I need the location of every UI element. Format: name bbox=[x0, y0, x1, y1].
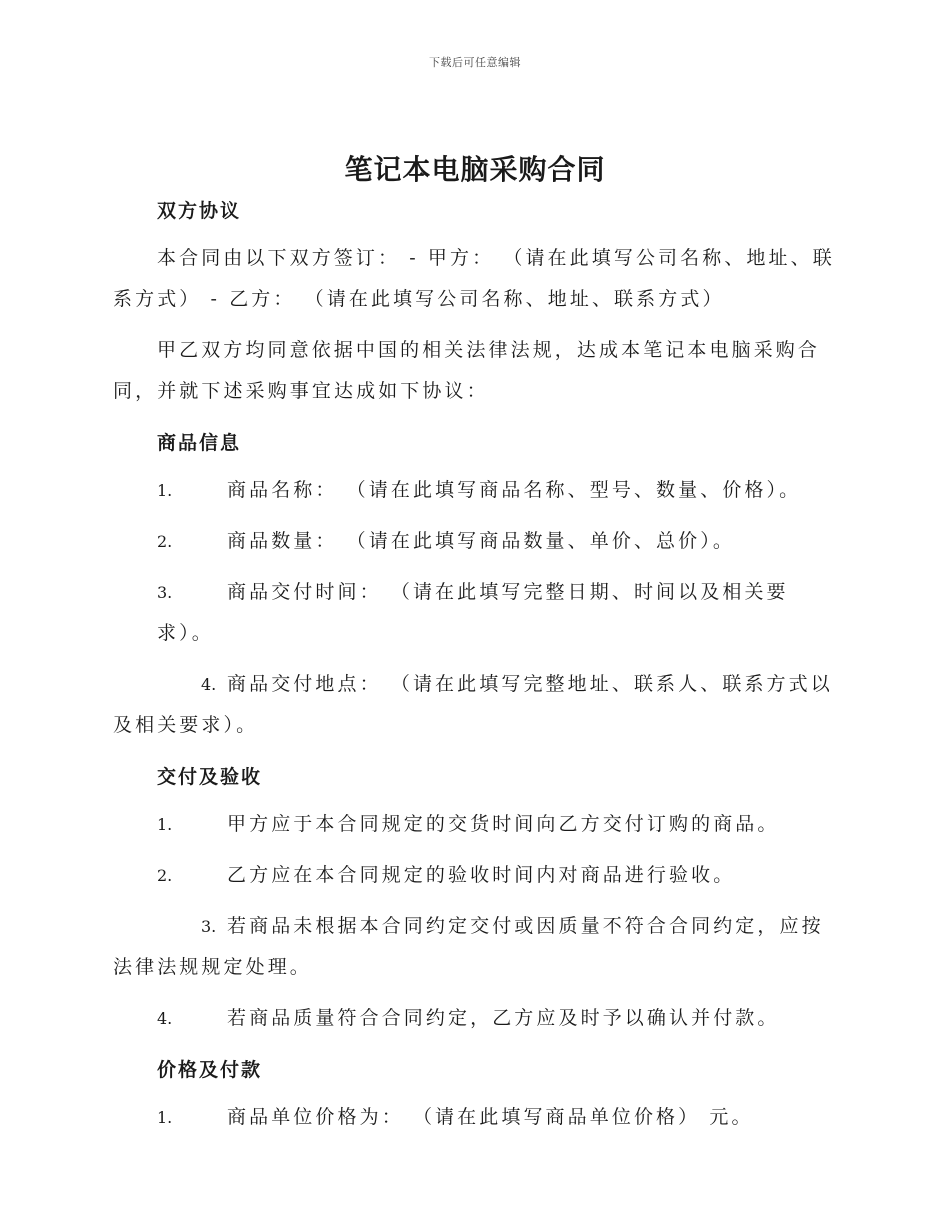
list-item-goods-1 bbox=[113, 470, 837, 511]
list-item-goods-4 bbox=[113, 664, 837, 746]
list-item-goods-2 bbox=[113, 521, 837, 562]
list-item-text: 商品交付地点： （请在此填写完整地址、联系人、联系方式以及相关要求）。 bbox=[113, 673, 833, 736]
list-item-text: 乙方应在本合同规定的验收时间内对商品进行验收。 bbox=[227, 864, 736, 886]
document-title: 笔记本电脑采购合同 bbox=[344, 153, 606, 186]
list-number: 3. bbox=[201, 917, 217, 936]
list-item-text: 若商品未根据本合同约定交付或因质量不符合合同约定，应按法律法规规定处理。 bbox=[113, 915, 824, 978]
list-number: 1. bbox=[157, 815, 173, 834]
list-number: 2. bbox=[157, 532, 173, 551]
list-item-payment-1 bbox=[113, 1097, 837, 1138]
section-heading-parties: 双方协议 bbox=[157, 200, 242, 222]
section-heading-goods: 商品信息 bbox=[157, 432, 242, 454]
list-item-text: 若商品质量符合合同约定，乙方应及时予以确认并付款。 bbox=[227, 1007, 780, 1029]
page-header-note: 下载后可任意编辑 bbox=[429, 56, 521, 69]
list-number: 3. bbox=[157, 583, 173, 602]
document-body bbox=[113, 194, 837, 1138]
list-item-delivery-3 bbox=[113, 906, 837, 988]
list-item-text: 商品名称： （请在此填写商品名称、型号、数量、价格）。 bbox=[227, 479, 802, 501]
list-item-goods-3 bbox=[113, 572, 837, 654]
paragraph-agreement: 甲乙双方均同意依据中国的相关法律法规，达成本笔记本电脑采购合同，并就下述采购事宜达成如下协议： bbox=[113, 339, 821, 402]
section-heading-payment: 价格及付款 bbox=[157, 1059, 263, 1081]
list-item-text: 商品单位价格为： （请在此填写商品单位价格） 元。 bbox=[227, 1106, 754, 1128]
list-item-delivery-4 bbox=[113, 998, 837, 1039]
list-number: 1. bbox=[157, 1108, 173, 1127]
section-heading-delivery: 交付及验收 bbox=[157, 766, 263, 788]
list-item-text: 商品交付时间： （请在此填写完整日期、时间以及相关要求）。 bbox=[157, 581, 789, 644]
list-number: 2. bbox=[157, 866, 173, 885]
list-number: 1. bbox=[157, 481, 173, 500]
list-number: 4. bbox=[157, 1009, 173, 1028]
paragraph-parties: 本合同由以下双方签订： - 甲方： （请在此填写公司名称、地址、联系方式） - 乙方： （请在此填写公司名称、地址、联系方式） bbox=[113, 247, 835, 310]
list-number: 4. bbox=[201, 675, 217, 694]
list-item-delivery-2 bbox=[113, 855, 837, 896]
list-item-text: 商品数量： （请在此填写商品数量、单价、总价）。 bbox=[227, 530, 735, 552]
list-item-text: 甲方应于本合同规定的交货时间向乙方交付订购的商品。 bbox=[227, 813, 780, 835]
list-item-delivery-1 bbox=[113, 804, 837, 845]
